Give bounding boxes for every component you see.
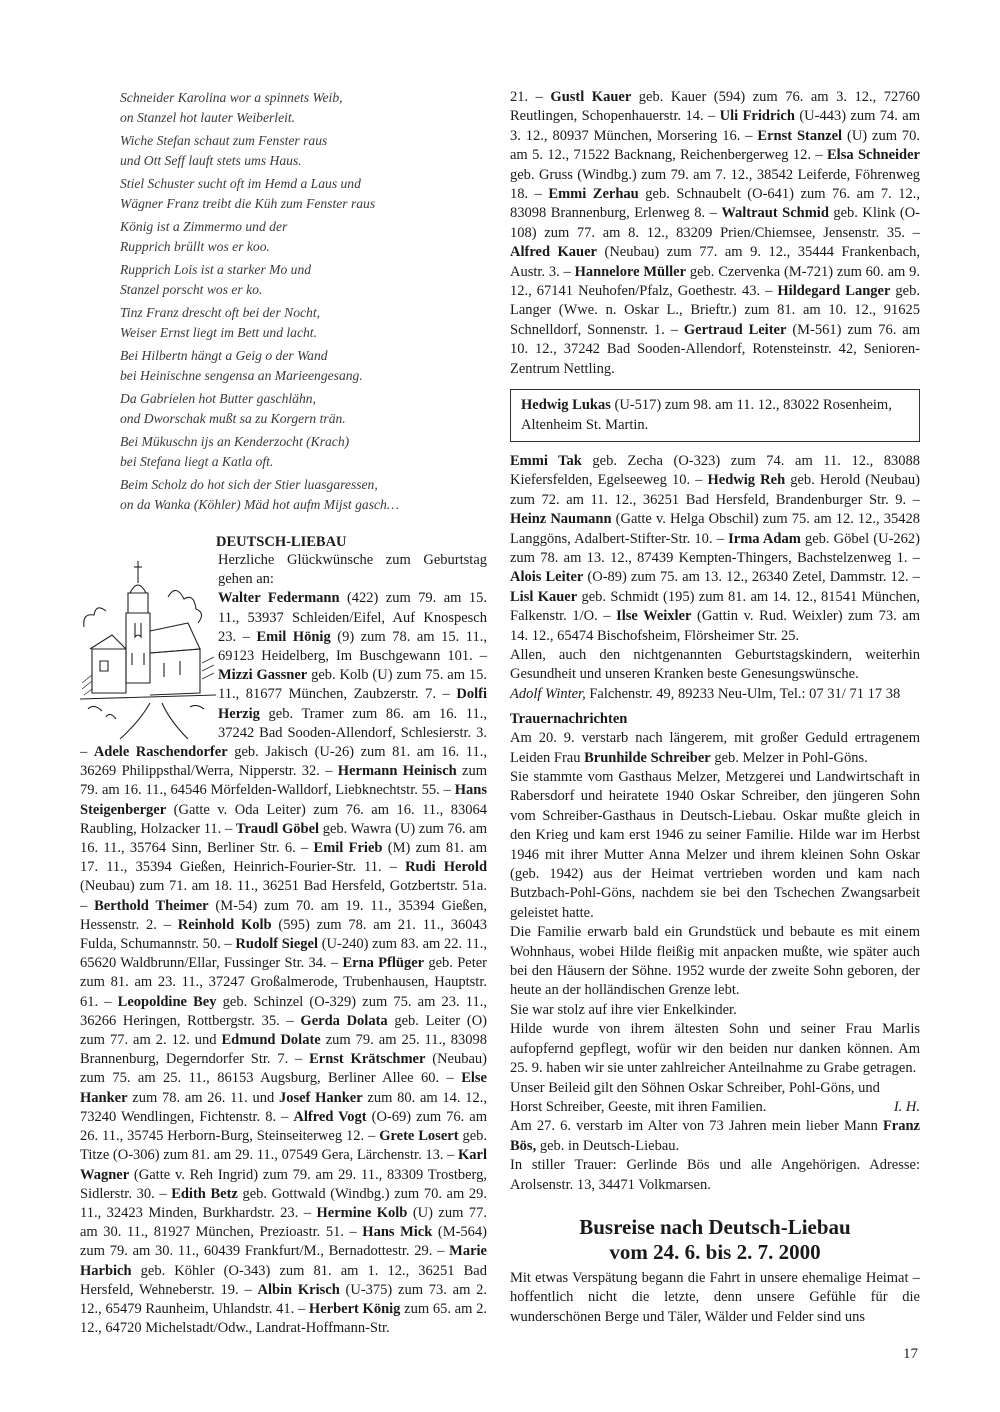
person-name: Grete Losert xyxy=(379,1128,459,1145)
poem-line: und Ott Seff lauft stets ums Haus. xyxy=(120,152,302,168)
obituary-1-text: Am 20. 9. verstarb nach längerem, mit großer Geduld ertragenem Leiden Frau xyxy=(510,730,920,766)
person-details: (M) zum 81. am 17. 11., 35394 Gießen, Heinrich-Fourier-Str. 11. – xyxy=(80,840,487,876)
obituary-1-paragraph-2: Sie stammte vom Gasthaus Melzer, Metzgerei und Landwirtschaft in Rabersdorf und heiratete 1940 Oskar Schreiber, den jüngeren Sohn vom Schreiber-Gasthaus in Deutsch-Liebau. Oskar mußte gleich in den Krieg und kam erst 1946 zu seiner Familie. Hilde war im Herbst 1946 mit ihrer Mutter Anna Melzer und ihrem kleinen Sohn Oskar (geb. 1942) aus der Heimat vertrieben worden und kam nach Butzbach-Pohl-Göns, nachdem sie bei den Tschechen Zwangsarbeit geleistet hatte. xyxy=(510,769,920,921)
poem-line: on da Wanka (Köhler) Mäd hot aufm Mijst gasch… xyxy=(120,496,399,512)
bus-trip-text: Mit etwas Verspätung begann die Fahrt in unsere ehemalige Heimat – hoffentlich nicht die letzte, denn unsere Gefühle für die wunderschönen Berge und Täler, Wälder und Felder sind uns xyxy=(510,1269,920,1325)
person-details: geb. Jakisch (U-26) zum 81. am 16. 11., 36269 Philippsthal/Werra, Nipperstr. 32. – xyxy=(80,744,487,780)
person-name: Edith Betz xyxy=(171,1185,238,1202)
obituary-2-name: Franz Bös, xyxy=(510,1118,920,1154)
poem-line: Weiser Ernst liegt im Bett und lacht. xyxy=(120,324,317,340)
person-details: (Neubau) zum 75. am 25. 11., 86153 Augsburg, Berliner Allee 60. – xyxy=(80,1051,487,1087)
poem-stanza xyxy=(120,260,487,299)
poem-line: Da Gabrielen hot Butter gaschlähn, xyxy=(120,391,316,406)
person-details: (M-564) zum 79. am 30. 11., 60439 Frankfurt/M., Bernadottestr. 29. – xyxy=(80,1224,487,1260)
person-name: Ernst Stanzel xyxy=(757,127,843,144)
dialect-poem xyxy=(120,88,487,514)
poem-stanza xyxy=(120,389,487,428)
poem-line: König ist a Zimmermo und der xyxy=(120,219,288,234)
person-name: Hermann Heinisch xyxy=(337,763,457,780)
poem-stanza xyxy=(120,131,487,170)
person-name: Hedwig Reh xyxy=(707,472,786,489)
person-name: Erna Pflüger xyxy=(342,955,425,972)
birthday-list xyxy=(80,551,487,1338)
person-name: Alois Leiter xyxy=(510,569,584,586)
person-name: Emil Frieb xyxy=(313,840,383,857)
poem-line: Rupprich brüllt wos er koo. xyxy=(120,238,270,254)
person-details: (Gatte v. Reh Ingrid) zum 79. am 29. 11., 83309 Trostberg, Sidlerstr. 30. – xyxy=(80,1166,487,1202)
signature-address: Falchenstr. 49, 89233 Neu-Ulm, Tel.: 07 31/ 71 17 38 xyxy=(585,685,901,702)
bus-trip-title xyxy=(510,1215,920,1265)
person-name: Ilse Weixler xyxy=(616,608,692,625)
person-details: geb. Tramer zum 86. am 16. 11., 37242 Bad Sooden-Allendorf, Schlesierstr. 3. – xyxy=(80,705,487,761)
village-church-sketch xyxy=(80,553,216,741)
person-name: Ernst Krätschmer xyxy=(309,1051,426,1068)
person-details: geb. Zecha (O-323) zum 74. am 11. 12., 83088 Kiefersfelden, Egelseeweg 10. – xyxy=(510,452,921,489)
birthday-intro: Herzliche Glückwünsche zum Geburtstag gehen an: xyxy=(218,552,487,588)
poem-stanza xyxy=(120,346,487,385)
person-details: (U-375) zum 73. am 2. 12., 65479 Raunheim, Uhlandstr. 41. – xyxy=(80,1281,487,1317)
person-name: Hannelore Müller xyxy=(574,263,687,280)
poem-line: Bei Mükuschn ijs an Kenderzocht (Krach) xyxy=(120,434,350,449)
obituary-1-suffix: geb. Melzer in Pohl-Göns. xyxy=(710,749,868,766)
person-name: Hans Steigenberger xyxy=(80,782,487,818)
section-heading-trauernachrichten: Trauernachrichten xyxy=(510,711,628,728)
signature-name: Adolf Winter, xyxy=(510,685,586,702)
obituary-1-condolence xyxy=(510,1079,920,1098)
page-number: 17 xyxy=(903,1346,918,1362)
person-name: Alfred Kauer xyxy=(510,244,597,261)
person-details: (M-561) zum 76. am 10. 12., 37242 Bad Sooden-Allendorf, Rotensteinstr. 42, Senioren-Zentrum Nettling. xyxy=(510,321,920,377)
poem-line: Tinz Franz drescht oft bei der Nocht, xyxy=(120,305,321,320)
person-name: Edmund Dolate xyxy=(221,1032,321,1049)
obituary-2-text: Am 27. 6. verstarb im Alter von 73 Jahren mein lieber Mann xyxy=(510,1118,883,1135)
person-details: (Gatte v. Helga Obschil) zum 75. am 12. 12., 35428 Langgöns, Adalbert-Stifter-Str. 10. – xyxy=(510,511,920,547)
highlighted-birthday-box xyxy=(510,389,920,442)
person-name: Walter Federmann xyxy=(218,590,340,607)
person-name: Rudolf Siegel xyxy=(235,936,318,953)
person-details: zum 80. am 14. 12., 73240 Wendlingen, Fichtenstr. 8. – xyxy=(80,1089,488,1125)
person-details: (O-89) zum 75. am 13. 12., 26340 Zetel, Dammstr. 12. – xyxy=(583,569,920,586)
poem-line: bei Stefana liegt a Katla oft. xyxy=(120,453,274,469)
poem-stanza xyxy=(120,475,487,514)
condolence-line-1: Unser Beileid gilt den Söhnen Oskar Schreiber, Pohl-Göns, und xyxy=(510,1079,880,1096)
obituary-1-paragraph-3: Die Familie erwarb bald ein Grundstück und bebaute es mit einem Wohnhaus, wobei Hilde fleißig mit anpacken mußte, wie später auch bei den Häusern der Söhne. 1952 wurde der zweite Sohn geboren, der heute an der holländischen Grenze lebt. xyxy=(510,924,920,999)
person-details: zum 78. am 26. 11. und xyxy=(127,1089,279,1106)
person-name: Marie Harbich xyxy=(80,1243,487,1279)
person-name: Hans Mick xyxy=(362,1224,433,1241)
person-name: Hedwig Lukas xyxy=(521,397,611,414)
person-details: geb. Czervenka (M-721) zum 60. am 9. 12., 67141 Neuhofen/Pfalz, Goethestr. 43. – xyxy=(510,263,920,300)
person-details: (Neubau) zum 77. am 9. 12., 35444 Frankenbach, Austr. 3. – xyxy=(510,244,920,280)
person-name: Albin Krisch xyxy=(257,1281,340,1298)
poem-line: Stiel Schuster sucht oft im Hemd a Laus und xyxy=(120,176,361,191)
person-details: geb. Gruss (Windbg.) zum 79. am 7. 12., 38542 Leiferde, Föhrenweg 18. – xyxy=(510,166,920,203)
closing-wishes: Allen, auch den nichtgenannten Geburtstagskindern, weiterhin Gesundheit und unseren Kranken beste Genesungswünsche. xyxy=(510,646,920,683)
person-details: zum 65. am 2. 12., 64720 Michelstadt/Odw., Landrat-Hoffmann-Str. xyxy=(80,1300,487,1337)
poem-line: Rupprich Lois ist a starker Mo und xyxy=(120,262,312,277)
person-name: Hildegard Langer xyxy=(777,283,891,300)
person-name: Gertraud Leiter xyxy=(683,321,787,338)
person-details: geb. Göbel (U-262) zum 78. am 13. 12., 87439 Kempten-Thingers, Bachstelzenweg 1. – xyxy=(510,530,920,566)
poem-line: Schneider Karolina wor a spinnets Weib, xyxy=(120,90,343,105)
person-details: geb. Titze (O-306) zum 81. am 29. 11., 07549 Gera, Lärchenstr. 13. – xyxy=(80,1128,488,1164)
bus-trip-title-line-1: Busreise nach Deutsch-Liebau xyxy=(579,1214,851,1239)
obituary-2-suffix: geb. in Deutsch-Liebau. xyxy=(536,1137,680,1154)
person-name: Berthold Theimer xyxy=(94,897,209,914)
poem-stanza xyxy=(120,217,487,256)
person-name: Mizzi Gassner xyxy=(218,667,308,684)
bus-trip-title-line-2: vom 24. 6. bis 2. 7. 2000 xyxy=(609,1239,821,1264)
person-name: Emmi Tak xyxy=(510,452,582,469)
person-name: Emil Hönig xyxy=(256,628,331,645)
person-name: Else Hanker xyxy=(80,1070,487,1106)
person-details: (U-443) zum 74. am 3. 12., 80937 München, Morsering 16. – xyxy=(510,108,921,144)
person-details: geb. Kolb (U) zum 75. am 15. 11., 81677 München, Zaubzerstr. 7. – xyxy=(218,667,487,703)
condolence-initials: I. H. xyxy=(893,1098,920,1115)
person-details: (U-240) zum 83. am 22. 11., 65620 Waldbrunn/Ellar, Fussinger Str. 34. – xyxy=(80,936,487,972)
person-name: Herbert König xyxy=(308,1300,401,1317)
poem-line: Bei Hilbertn hängt a Geig o der Wand xyxy=(120,348,328,363)
person-details: geb. Herold (Neubau) zum 72. am 11. 12., 36251 Bad Hersfeld, Brandenburger Str. 9. – xyxy=(510,472,921,508)
obituary-2 xyxy=(510,1117,920,1156)
person-name: Dolfi Herzig xyxy=(218,686,487,722)
person-details: (Gatte v. Oda Leiter) zum 76. am 16. 11., 83064 Raubling, Holzacker 11. – xyxy=(80,801,487,837)
person-name: Traudl Göbel xyxy=(235,820,320,837)
poem-line: Wiche Stefan schaut zum Fenster raus xyxy=(120,133,328,148)
poem-line: ond Dworschak mußt sa zu Korgern trän. xyxy=(120,410,346,426)
person-name: Gerda Dolata xyxy=(300,1012,388,1029)
section-heading-deutsch-liebau: DEUTSCH-LIEBAU xyxy=(216,534,347,550)
person-name: Uli Fridrich xyxy=(719,108,795,125)
person-details: geb. Wawra (U) zum 76. am 16. 11., 35764 Sinn, Berliner Str. 6. – xyxy=(80,820,487,857)
person-details: geb. Schnaubelt (O-641) zum 76. am 7. 12., 83098 Brannenburg, Erlenweg 8. – xyxy=(510,186,921,222)
person-details: (9) zum 78. am 15. 11., 69123 Heidelberg, Im Buschgewann 101. – xyxy=(218,628,488,665)
person-details: geb. Schmidt (195) zum 81. am 14. 12., 81541 München, Falkenstr. 1/O. – xyxy=(510,588,921,625)
person-details: geb. Schinzel (O-329) zum 75. am 23. 11., 36266 Heringen, Rottbergstr. 35. – xyxy=(80,993,488,1029)
person-details: zum 79. am 25. 11., 83098 Brannenburg, Degerndorfer Str. 7. – xyxy=(80,1032,488,1068)
person-details: geb. Leiter (O) zum 77. am 2. 12. und xyxy=(80,1012,488,1049)
person-details: geb. Peter zum 81. am 23. 11., 37247 Großalmerode, Trubenhausen, Hauptstr. 61. – xyxy=(80,955,487,1010)
poem-stanza xyxy=(120,432,487,471)
person-name: Waltraut Schmid xyxy=(721,205,829,222)
person-details: geb. Langer (Wwe. n. Oskar L., Brieftr.) zum 81. am 10. 12., 91625 Schnelldorf, Sonnenstr. 1. – xyxy=(510,283,920,338)
person-details: (O-69) zum 76. am 26. 11., 35745 Herborn-Burg, Steinseiterweg 12. – xyxy=(80,1108,488,1145)
obituary-1-paragraph-5: Hilde wurde von ihrem ältesten Sohn und seiner Frau Marlis aufopfernd gepflegt, wofür wir den beiden nur danken können. Am 25. 9. haben wir sie unter zahlreicher Anteilnahme zu Grabe getragen. xyxy=(510,1021,920,1077)
person-name: Elsa Schneider xyxy=(827,147,920,164)
person-name: Reinhold Kolb xyxy=(177,916,272,933)
person-name: Karl Wagner xyxy=(80,1147,487,1183)
obituary-1-condolence-end xyxy=(510,1098,920,1117)
person-details: (U) zum 77. am 30. 11., 81927 München, Prezioastr. 51. – xyxy=(80,1204,487,1241)
person-details: zum 79. am 16. 11., 64546 Mörfelden-Walldorf, Liebknechtstr. 55. – xyxy=(80,763,487,799)
person-details: (U-517) zum 98. am 11. 12., 83022 Rosenheim, Altenheim St. Martin. xyxy=(521,397,892,433)
obituary-2-mourners: In stiller Trauer: Gerlinde Bös und alle Angehörigen. Adresse: Arolsenstr. 13, 34471 Volkmarsen. xyxy=(510,1157,920,1193)
person-name: Emmi Zerhau xyxy=(548,186,639,203)
poem-line: Beim Scholz do hot sich der Stier luasgaressen, xyxy=(120,477,378,492)
obituary-1-paragraph-4: Sie war stolz auf ihre vier Enkelkinder. xyxy=(510,1001,737,1018)
poem-stanza xyxy=(120,174,487,213)
person-name: Rudi Herold xyxy=(405,859,488,876)
person-details: (Gattin v. Rud. Weixler) zum 73. am 14. 12., 65474 Bischofsheim, Flörsheimer Str. 25. xyxy=(510,608,920,644)
poem-line: bei Heinischne sengensa an Marieengesang. xyxy=(120,367,363,383)
person-name: Lisl Kauer xyxy=(510,588,578,605)
person-name: Alfred Vogt xyxy=(293,1108,367,1125)
person-details: (422) zum 79. am 15. 11., 53937 Schleiden/Eifel, Auf Knospesch 23. – xyxy=(218,590,487,645)
left-column xyxy=(80,88,487,1338)
person-details: (595) zum 78. am 21. 11., 36043 Fulda, Schumannstr. 50. – xyxy=(80,916,487,953)
person-details: 21. – xyxy=(510,89,551,105)
person-details: geb. Gottwald (Windbg.) zum 70. am 29. 11., 32423 Minden, Burkhardstr. 23. – xyxy=(80,1185,488,1221)
poem-line: Stanzel porscht wos er ko. xyxy=(120,281,263,297)
person-name: Irma Adam xyxy=(728,530,801,547)
poem-line: Wägner Franz treibt die Küh zum Fenster raus xyxy=(120,195,376,211)
person-details: (U) zum 70. am 5. 12., 71522 Backnang, Reichenbergerweg 12. – xyxy=(510,127,921,164)
person-name: Heinz Naumann xyxy=(510,511,612,528)
person-name: Josef Hanker xyxy=(278,1089,363,1106)
person-name: Leopoldine Bey xyxy=(117,993,217,1010)
person-details: geb. Klink (O-108) zum 77. am 8. 12., 83209 Prien/Chiemsee, Jensenstr. 35. – xyxy=(510,205,921,241)
person-name: Gustl Kauer xyxy=(550,89,632,105)
poem-stanza xyxy=(120,303,487,342)
right-column xyxy=(510,88,920,1327)
obituary-1-intro xyxy=(510,729,920,768)
birthday-entries-continued xyxy=(510,88,920,379)
person-details: geb. Köhler (O-343) zum 81. am 1. 12., 36251 Bad Hersfeld, Wehneberstr. 19. – xyxy=(80,1262,487,1298)
person-name: Hermine Kolb xyxy=(316,1204,408,1221)
person-details: (M-54) zum 70. am 19. 11., 35394 Gießen, Hessenstr. 2. – xyxy=(80,897,487,933)
person-details: geb. Kauer (594) zum 76. am 3. 12., 72760 Reutlingen, Schopenhauerstr. 14. – xyxy=(510,89,920,125)
condolence-line-2: Horst Schreiber, Geeste, mit ihren Familien. xyxy=(510,1098,767,1115)
poem-stanza xyxy=(120,88,487,127)
person-name: Adele Raschendorfer xyxy=(93,744,228,761)
person-details: (Neubau) zum 71. am 18. 11., 36251 Bad Hersfeld, Gotzbertstr. 51a. – xyxy=(80,878,487,914)
birthday-entries-more xyxy=(510,452,920,646)
signature-line xyxy=(510,685,920,704)
obituary-1-name: Brunhilde Schreiber xyxy=(584,749,711,766)
poem-line: on Stanzel hot lauter Weiberleit. xyxy=(120,109,296,125)
